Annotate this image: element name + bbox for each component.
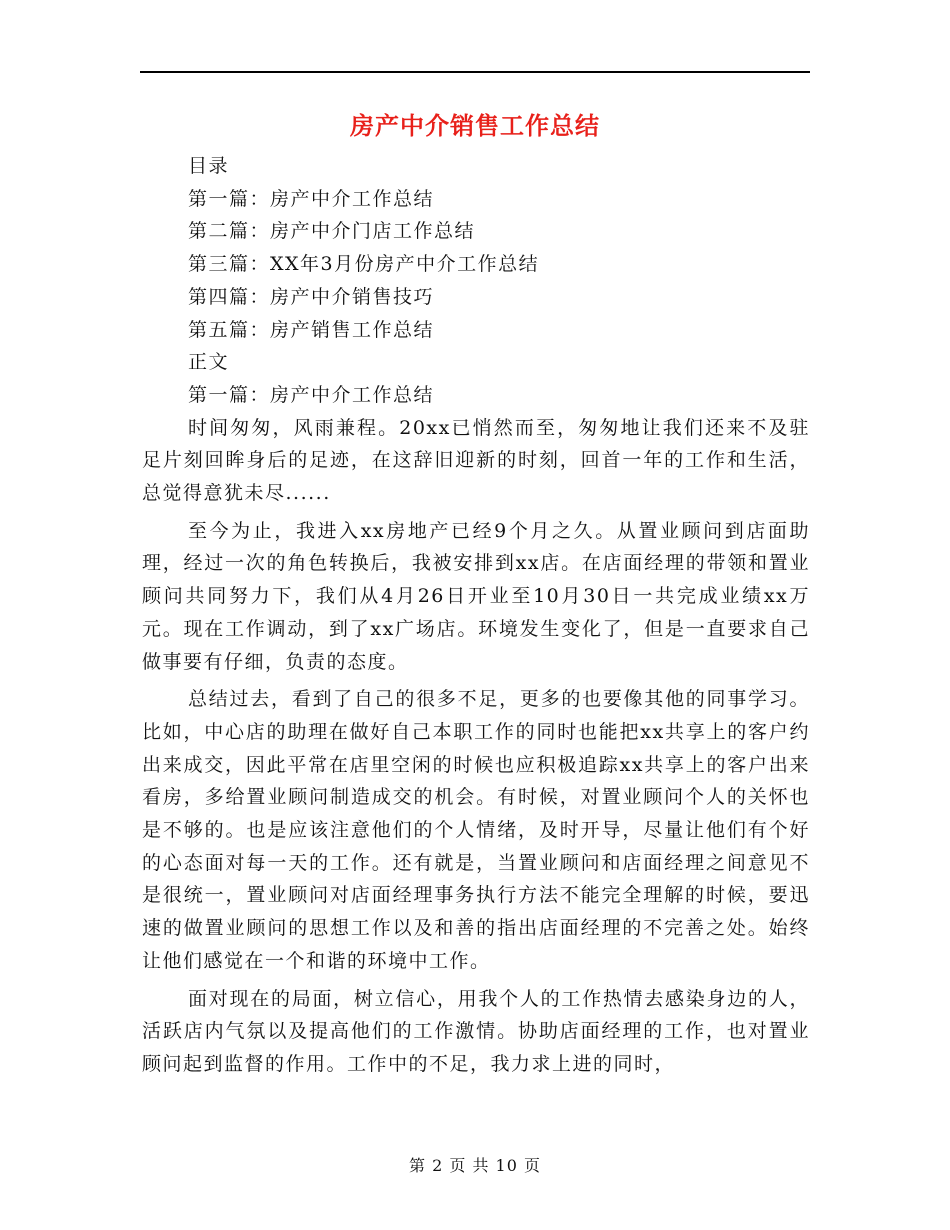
toc-item-3: 第三篇：XX年3月份房产中介工作总结 — [188, 253, 540, 276]
body-heading: 正文 — [188, 351, 230, 374]
paragraph-1: 时间匆匆，风雨兼程。20xx已悄然而至，匆匆地让我们还来不及驻足片刻回眸身后的足迹，在这辞旧迎新的时刻，回首一年的工作和生活，总觉得意犹未尽...... — [142, 416, 810, 505]
page-number-footer: 第 2 页 共 10 页 — [409, 1156, 541, 1175]
section-heading: 第一篇：房产中介工作总结 — [188, 383, 435, 406]
toc-item-1: 第一篇：房产中介工作总结 — [188, 187, 435, 210]
paragraph-4: 面对现在的局面，树立信心，用我个人的工作热情去感染身边的人，活跃店内气氛以及提高他们的工作激情。协助店面经理的工作，也对置业顾问起到监督的作用。工作中的不足，我力求上进的同时， — [142, 987, 810, 1075]
toc-heading: 目录 — [188, 155, 230, 177]
paragraph-3: 总结过去，看到了自己的很多不足，更多的也要像其他的同事学习。比如，中心店的助理在做好自己本职工作的同时也能把xx共享上的客户约出来成交，因此平常在店里空闲的时候也应积极追踪xx共享上的客户出来看房，多给置业顾问制造成交的机会。有时候，对置业顾问个人的关怀也是不够的。也是应该注意他们的个人情绪，及时开导，尽量让他们有个好的心态面对每一天的工作。还有就是，当置业顾问和店面经理之间意见不是很统一，置业顾问对店面经理事务执行方法不能完全理解的时候，要迅速的做置业顾问的思想工作以及和善的指出店面经理的不完善之处。始终让他们感觉在一个和谐的环境中工作。 — [142, 688, 810, 972]
toc-item-4: 第四篇：房产中介销售技巧 — [188, 285, 435, 308]
toc-item-2: 第二篇：房产中介门店工作总结 — [188, 220, 476, 243]
paragraph-2: 至今为止，我进入xx房地产已经9个月之久。从置业顾问到店面助理，经过一次的角色转换后，我被安排到xx店。在店面经理的带领和置业顾问共同努力下，我们从4月26日开业至10月30日一共完成业绩xx万元。现在工作调动，到了xx广场店。环境发生变化了，但是一直要求自己做事要有仔细，负责的态度。 — [142, 519, 810, 673]
document-title: 房产中介销售工作总结 — [350, 111, 600, 140]
toc-item-5: 第五篇：房产销售工作总结 — [188, 318, 435, 341]
document-body — [142, 150, 810, 1086]
header-rule — [140, 71, 810, 73]
